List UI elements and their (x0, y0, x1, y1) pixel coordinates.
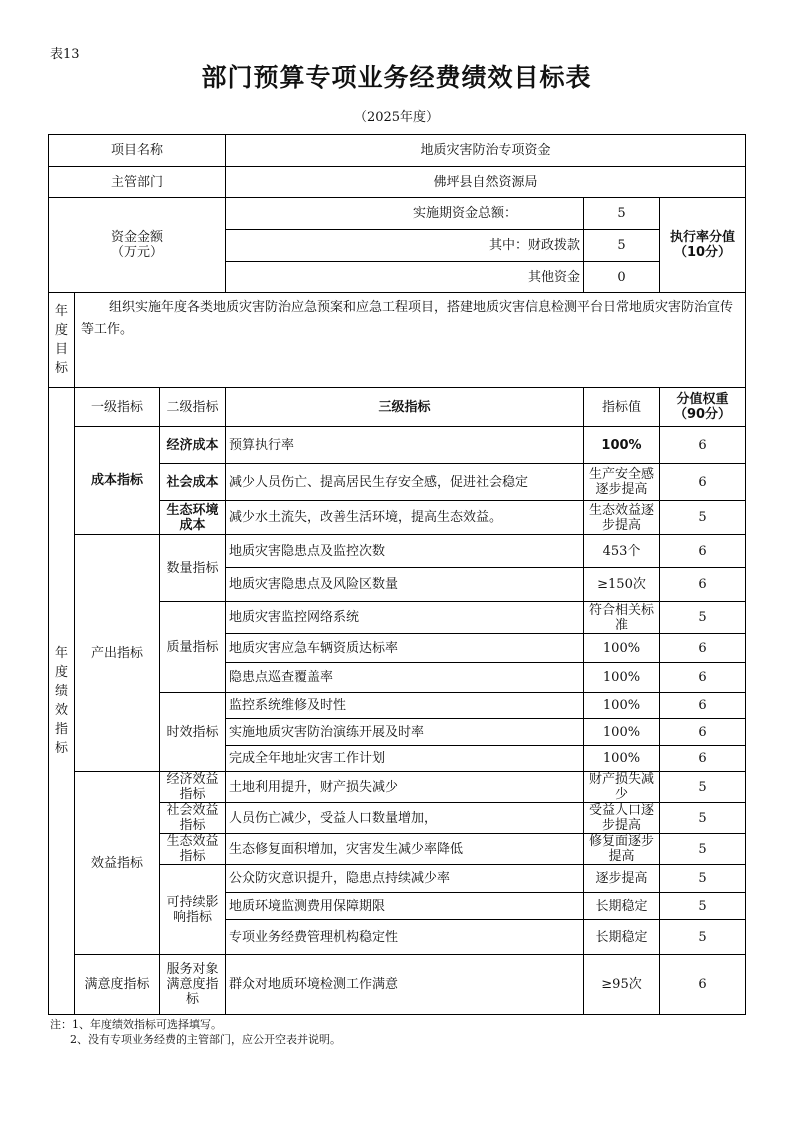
header-level3: 三级指标 (226, 388, 584, 427)
indicator-header-row (49, 388, 746, 427)
indicator-weight: 6 (660, 955, 746, 1015)
indicator-value: 财产损失减少 (584, 772, 660, 803)
footnote: 2、没有专项业务经费的主管部门，应公开空表并说明。 (70, 1033, 341, 1046)
level2-indicator: 时效指标 (160, 693, 226, 772)
header-level2: 二级指标 (160, 388, 226, 427)
level2-indicator: 生态环境成本 (160, 501, 226, 535)
indicator-value: 长期稳定 (584, 893, 660, 920)
fund-amount-label: 资金金额 (110, 230, 163, 245)
level2-indicator: 可持续影响指标 (160, 865, 226, 955)
level1-indicator: 效益指标 (75, 772, 160, 955)
indicator-value: 100% (584, 634, 660, 663)
level3-indicator: 减少水土流失，改善生活环境，提高生态效益。 (226, 501, 584, 535)
department-label: 主管部门 (49, 167, 226, 198)
annual-goal-row (49, 293, 746, 388)
indicator-value: 453个 (584, 535, 660, 568)
indicator-value: 生态效益逐步提高 (584, 501, 660, 535)
page-title: 部门预算专项业务经费绩效目标表 (201, 63, 592, 92)
fund-value: 5 (584, 198, 660, 230)
indicator-weight: 5 (660, 893, 746, 920)
indicator-value: 长期稳定 (584, 920, 660, 955)
execution-score-label: 执行率分值 (669, 230, 735, 245)
level3-indicator: 完成全年地址灾害工作计划 (226, 746, 584, 772)
fund-amount-unit: （万元） (110, 245, 163, 260)
indicator-weight: 6 (660, 693, 746, 719)
indicator-row (49, 772, 746, 803)
level2-indicator: 质量指标 (160, 602, 226, 693)
level3-indicator: 地质环境监测费用保障期限 (226, 893, 584, 920)
project-name-value: 地质灾害防治专项资金 (226, 135, 746, 167)
indicator-weight: 5 (660, 803, 746, 834)
level3-indicator: 监控系统维修及时性 (226, 693, 584, 719)
execution-score-cell (660, 198, 746, 293)
indicator-weight: 5 (660, 920, 746, 955)
annual-goal-text: 组织实施年度各类地质灾害防治应急预案和应急工程项目，搭建地质灾害信息检测平台日常地质灾害防治宣传等工作。 (75, 293, 746, 388)
indicator-value: 逐步提高 (584, 865, 660, 893)
indicator-value: ≥150次 (584, 568, 660, 602)
level2-indicator: 生态效益指标 (160, 834, 226, 865)
execution-score-value: （10分） (673, 245, 732, 260)
level3-indicator: 生态修复面积增加，灾害发生减少率降低 (226, 834, 584, 865)
fund-amount-cell (49, 198, 226, 293)
indicator-weight: 5 (660, 602, 746, 634)
level3-indicator: 人员伤亡减少，受益人口数量增加， (226, 803, 584, 834)
indicator-weight: 6 (660, 719, 746, 746)
indicator-value: ≥95次 (584, 955, 660, 1015)
annual-goal-label: 年度目标 (49, 293, 75, 388)
indicator-row (49, 955, 746, 1015)
level3-indicator: 地质灾害应急车辆资质达标率 (226, 634, 584, 663)
level3-indicator: 地质灾害隐患点及监控次数 (226, 535, 584, 568)
fund-value: 0 (584, 262, 660, 293)
indicator-row (49, 535, 746, 568)
indicator-weight: 6 (660, 634, 746, 663)
department-value: 佛坪县自然资源局 (226, 167, 746, 198)
indicator-weight: 6 (660, 746, 746, 772)
level3-indicator: 群众对地质环境检测工作满意 (226, 955, 584, 1015)
level3-indicator: 土地利用提升，财产损失减少 (226, 772, 584, 803)
indicator-value: 100% (584, 427, 660, 464)
level2-indicator: 经济成本 (160, 427, 226, 464)
table-number: 表13 (50, 47, 80, 62)
level2-indicator: 数量指标 (160, 535, 226, 602)
indicator-weight: 5 (660, 772, 746, 803)
level1-indicator: 满意度指标 (75, 955, 160, 1015)
indicator-value: 100% (584, 693, 660, 719)
indicator-weight: 5 (660, 865, 746, 893)
indicator-value: 100% (584, 719, 660, 746)
header-weight: 分值权重（90分） (660, 388, 746, 427)
indicator-weight: 6 (660, 535, 746, 568)
footnotes (50, 1017, 341, 1047)
footnote: 注：1、年度绩效指标可选择填写。 (50, 1018, 222, 1031)
indicator-weight: 6 (660, 464, 746, 501)
project-name-label: 项目名称 (49, 135, 226, 167)
level2-indicator: 社会效益指标 (160, 803, 226, 834)
indicator-value: 受益人口逐步提高 (584, 803, 660, 834)
indicator-value: 符合相关标准 (584, 602, 660, 634)
level3-indicator: 减少人员伤亡、提高居民生存安全感，促进社会稳定 (226, 464, 584, 501)
indicator-row (49, 427, 746, 464)
header-level1: 一级指标 (75, 388, 160, 427)
indicator-weight: 6 (660, 427, 746, 464)
indicator-weight: 6 (660, 568, 746, 602)
level3-indicator: 地质灾害监控网络系统 (226, 602, 584, 634)
indicator-value: 100% (584, 746, 660, 772)
level3-indicator: 实施地质灾害防治演练开展及时率 (226, 719, 584, 746)
performance-target-table (48, 134, 746, 1015)
fund-label: 实施期资金总额： (226, 198, 584, 230)
level3-indicator: 预算执行率 (226, 427, 584, 464)
level3-indicator: 公众防灾意识提升，隐患点持续减少率 (226, 865, 584, 893)
level3-indicator: 专项业务经费管理机构稳定性 (226, 920, 584, 955)
level3-indicator: 隐患点巡查覆盖率 (226, 663, 584, 693)
fund-value: 5 (584, 230, 660, 262)
budget-year: （2025年度） (353, 110, 440, 125)
level1-indicator: 产出指标 (75, 535, 160, 772)
fund-row (49, 198, 746, 230)
fund-label: 其中：财政拨款 (226, 230, 584, 262)
indicator-weight: 5 (660, 501, 746, 535)
header-value: 指标值 (584, 388, 660, 427)
level2-indicator: 经济效益指标 (160, 772, 226, 803)
level3-indicator: 地质灾害隐患点及风险区数量 (226, 568, 584, 602)
fund-label: 其他资金 (226, 262, 584, 293)
department-row (49, 167, 746, 198)
indicators-side-label: 年度绩效指标 (49, 388, 75, 1015)
indicator-value: 100% (584, 663, 660, 693)
level2-indicator: 社会成本 (160, 464, 226, 501)
indicator-weight: 6 (660, 663, 746, 693)
project-name-row (49, 135, 746, 167)
level2-indicator: 服务对象满意度指标 (160, 955, 226, 1015)
indicator-value: 修复面逐步提高 (584, 834, 660, 865)
indicator-value: 生产安全感逐步提高 (584, 464, 660, 501)
indicator-weight: 5 (660, 834, 746, 865)
level1-indicator: 成本指标 (75, 427, 160, 535)
